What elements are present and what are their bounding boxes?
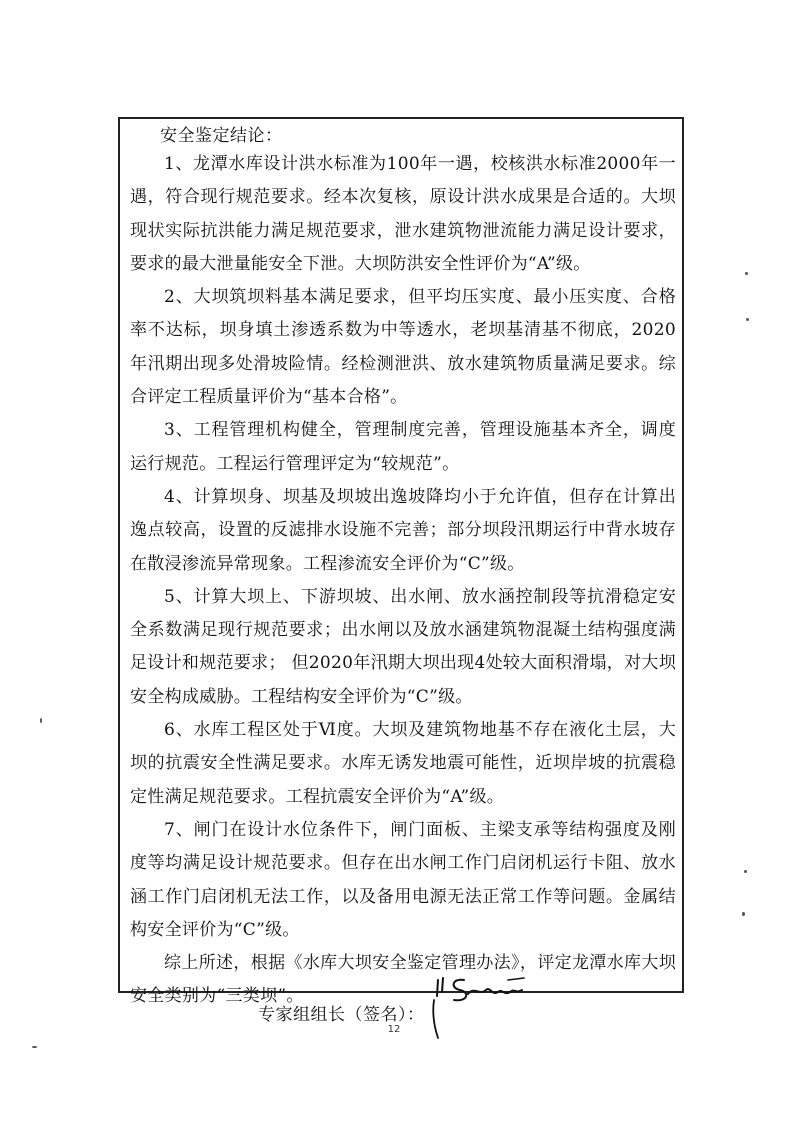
scan-speck <box>745 272 748 275</box>
conclusion-paragraphs <box>130 148 676 1014</box>
section-heading: 安全鉴定结论： <box>160 126 283 146</box>
paragraph-summary: 综上所述，根据《水库大坝安全鉴定管理办法》，评定龙潭水库大坝安全类别为“三类坝”。 <box>130 953 676 1007</box>
signature-label: 专家组组长（签名）： <box>258 1005 425 1025</box>
conclusion-box <box>118 117 684 1025</box>
paragraph-3: 3、工程管理机构健全，管理制度完善，管理设施基本齐全，调度运行规范。工程运行管理评定为“较规范”。 <box>130 420 676 474</box>
scan-speck <box>40 718 42 723</box>
page-number: 12 <box>387 1024 401 1035</box>
scan-speck <box>32 1046 37 1048</box>
paragraph-5: 5、计算大坝上、下游坝坡、出水闸、放水涵控制段等抗滑稳定安全系数满足现行规范要求；出水闸以及放水涵建筑物混凝土结构强度满足设计和规范要求； 但2020年汛期大坝出现4处较大面积滑塌，对大坝安全构成威胁。工程结构安全评价为“C”级。 <box>130 586 676 707</box>
scan-speck <box>744 870 747 873</box>
paragraph-2: 2、大坝筑坝料基本满足要求，但平均压实度、最小压实度、合格率不达标，坝身填土渗透系数为中等透水，老坝基清基不彻底，2020年汛期出现多处滑坡险情。经检测泄洪、放水建筑物质量满足要求。综合评定工程质量评价为“基本合格”。 <box>130 287 676 408</box>
paragraph-7: 7、闸门在设计水位条件下，闸门面板、主梁支承等结构强度及刚度等均满足设计规范要求。但存在出水闸工作门启闭机运行卡阻、放水涵工作门启闭机无法工作，以及备用电源无法正常工作等问题。金属结构安全评价为“C”级。 <box>130 819 676 940</box>
paragraph-4: 4、计算坝身、坝基及坝坡出逸坡降均小于允许值，但存在计算出逸点较高，设置的反滤排水设施不完善；部分坝段汛期运行中背水坡存在散浸渗流异常现象。工程渗流安全评价为“C”级。 <box>130 486 676 574</box>
scan-speck <box>742 912 745 916</box>
paragraph-1: 1、龙潭水库设计洪水标准为100年一遇，校核洪水标准2000年一遇，符合现行规范要求。经本次复核，原设计洪水成果是合适的。大坝现状实际抗洪能力满足规范要求，泄水建筑物泄流能力满足设计要求，要求的最大泄量能安全下泄。大坝防洪安全性评价为“A”级。 <box>130 154 676 274</box>
paragraph-6: 6、水库工程区处于Ⅵ度。大坝及建筑物地基不存在液化土层，大坝的抗震安全性满足要求。水库无诱发地震可能性，近坝岸坡的抗震稳定性满足规范要求。工程抗震安全评价为“A”级。 <box>130 720 676 807</box>
scan-speck <box>746 318 749 321</box>
